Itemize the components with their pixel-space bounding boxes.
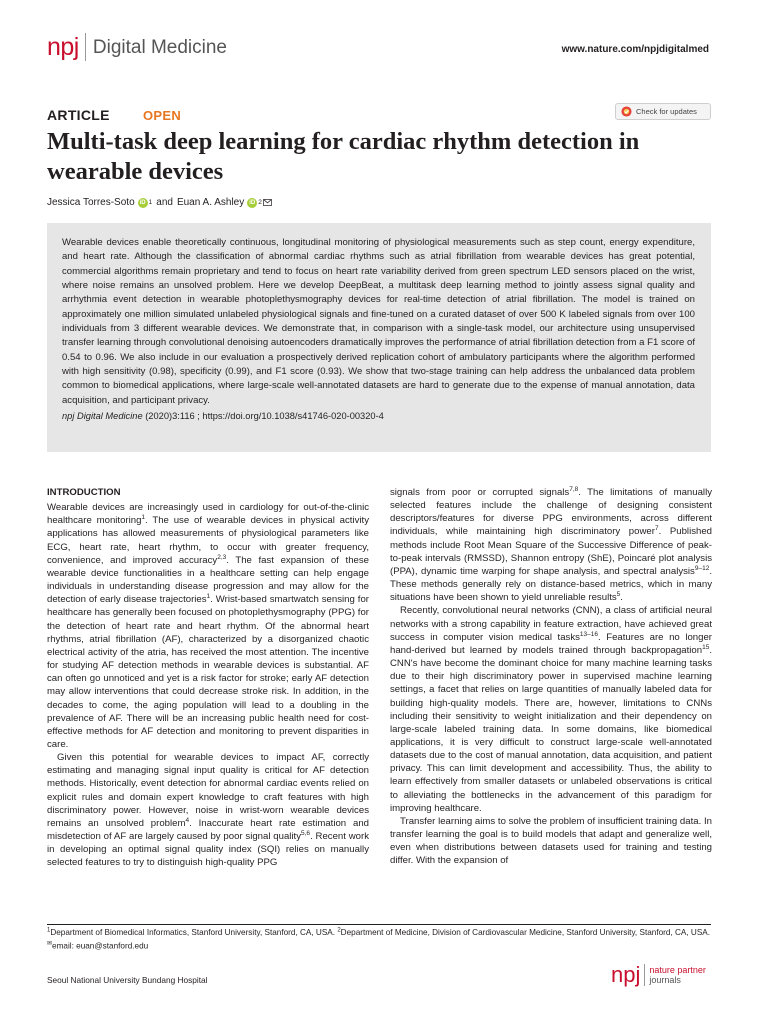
reference-link[interactable]: 7 [654, 525, 659, 533]
open-access-label: OPEN [143, 108, 182, 123]
logo-divider [644, 964, 645, 986]
reference-link[interactable]: 7,8 [569, 485, 579, 493]
npj-logo: npj [47, 32, 79, 61]
partner-journals-text: nature partner journals [649, 965, 706, 985]
reference-link[interactable]: 1 [141, 514, 146, 522]
paragraph: signals from poor or corrupted signals$^{7,8}$. The limitations of manually selected features include the challenge of designing consistent descriptors/features for diverse PPG environments, across different individuals, while maintaining high discriminatory power$^7$. Published methods include Root Mean Square of the Successive Difference of peak-to-peak intervals (RMSSD), Shannon entropy (ShE), Poincaré plot analysis (PPA), dynamic time warping for shape analysis, and spectral analysis$^{9-12}$. These methods generally rely on distance-based metrics, which in many situations have been shown to yield unreliable results$^5$. [390, 485, 713, 604]
reference-link[interactable]: 13–16 [579, 630, 598, 638]
orcid-icon[interactable]: iD [249, 199, 256, 206]
article-title: Multi-task deep learning for cardiac rhythm detection in wearable devices [47, 128, 640, 185]
reference-link[interactable]: 4 [185, 816, 190, 824]
journal-logo[interactable] [47, 33, 227, 61]
publisher-name: Seoul National University Bundang Hospital [47, 975, 208, 985]
orcid-icon[interactable]: iD [139, 199, 146, 206]
paragraph: Transfer learning aims to solve the problem of insufficient training data. In transfer learning the goal is to build models that adapt and generalize well, even when distributions between datasets used for training and testing differ. With the expansion of [390, 815, 712, 867]
journal-name: Digital Medicine [92, 36, 227, 58]
article-type-label: ARTICLE [47, 107, 110, 123]
abstract-box [47, 223, 711, 452]
crossmark-icon [621, 106, 632, 117]
author-connector: and [156, 197, 173, 208]
citation-journal: npj Digital Medicine [62, 411, 143, 422]
check-for-updates-label: Check for updates [636, 107, 697, 116]
email-envelope-icon[interactable] [263, 199, 272, 206]
reference-link[interactable]: 1 [206, 593, 211, 601]
npj-logo: npj [611, 962, 641, 987]
author-name[interactable]: Jessica Torres-Soto [47, 197, 135, 208]
reference-link[interactable]: 5 [616, 591, 621, 599]
footnote-divider [47, 924, 711, 925]
author-name[interactable]: Euan A. Ashley [176, 197, 245, 208]
corresponding-email[interactable]: email: euan@stanford.edu [52, 941, 149, 951]
reference-link[interactable]: 15 [702, 643, 710, 651]
body-column-left [47, 486, 369, 870]
logo-divider [85, 33, 86, 61]
affiliations-footnote: $^1$Department of Biomedical Informatics, Stanford University, Stanford, CA, USA. $^2$Department of Medicine, Division of Cardiovascular Medicine, Stanford University, Stanford, CA, USA. ✉email: euan@stanford.edu [47, 927, 711, 951]
citation-line [62, 410, 695, 423]
reference-link[interactable]: 9–12 [694, 564, 710, 572]
reference-link[interactable]: 5,6 [301, 829, 311, 837]
check-for-updates-button[interactable] [615, 103, 711, 120]
section-heading: INTRODUCTION [47, 487, 121, 498]
paragraph: Wearable devices are increasingly used in cardiology for out-of-the-clinic healthcare monitoring$^1$. The use of wearable devices in physical activity applications has allowed measurements of physiological parameters like ECG, heart rate, heart rhythm, to occur with greater frequency, convenience, and improved accuracy$^{2,3}$. The fast expansion of these wearable device functionalities in a healthcare setting can help engage individuals in understanding disease progression and may allow for the detection of early disease trajectories$^1$. Wrist-based smartwatch sensing for healthcare has generally been focused on photoplethysmography (PPG) for the detection of heart rate and heart rhythm. Of the abnormal heart rhythms, atrial fibrillation (AF), characterized by a disorganized chaotic electrical activity of the atria, has received the most attention. The incentive for studying AF detection methods in wearable devices is substantial. AF can often go unnoticed and yet is a risk factor for stroke; early AF detection may allow interventions that could decrease stroke risk. In addition, in the decades to come, the aging population will lead to a doubling in the prevalence of AF. There will be an increasing public health need for cost-effective methods for AF detection and monitoring to prevent disparities in care. [47, 502, 369, 750]
reference-link[interactable]: 2,3 [217, 553, 227, 561]
nature-partner-journals-logo[interactable] [611, 964, 706, 986]
journal-url[interactable]: www.nature.com/npjdigitalmed [561, 44, 709, 55]
abstract-text: Wearable devices enable theoretically continuous, longitudinal monitoring of physiological measurements such as step count, energy expenditure, and heart rate. Although the classification of abnormal cardiac rhythms such as atrial fibrillation from wearable devices has great potential, commercial algorithms remain proprietary and tend to focus on heart rate variability derived from green spectrum LED sensors placed on the wrist, where noise remains an unsolved problem. Here we develop DeepBeat, a multitask deep learning method to jointly assess signal quality and arrhythmia event detection in wearable photoplethysmography devices for real-time detection of atrial fibrillation. The model is trained on approximately one million simulated unlabeled physiological signals and fine-tuned on a curated dataset of over 500 K labeled signals from over 100 individuals from 3 different wearable devices. We demonstrate that, in comparison with a single-task model, our architecture using unsupervised transfer learning through convolutional denoising autoencoders dramatically improves the performance of atrial fibrillation detection from a F1 score of 0.54 to 0.96. We also include in our evaluation a prospectively derived replication cohort of ambulatory participants where the algorithm performed with high sensitivity (0.98), specificity (0.99), and F1 score (0.93). We show that two-stage training can help address the unbalanced data problem common to biomedical applications, where large-scale well-annotated datasets are hard to generate due to the expense of manual annotation, data acquisition, and participant privacy. [62, 237, 695, 406]
citation-doi[interactable]: (2020)3:116 ; https://doi.org/10.1038/s41746-020-00320-4 [142, 411, 384, 422]
body-column-right [390, 486, 712, 868]
paragraph: Recently, convolutional neural networks (CNN), a class of artificial neural networks with a strong capability in feature extraction, have achieved great success in computer vision medical tasks$^{13-16}$. Features are no longer hand-derived but learned by models trained through backpropagation$^{15}$. CNN's have become the dominant choice for many machine learning tasks due to their high discriminatory power in supervised machine learning settings, a facet that relies on large quantities of manually labeled data for building high-quality models. There are, however, limitations to CNNs including their sensitivity to weight initialization and their dependency on large-scale labeled training data. In some domains, like biomedical applications, it is very difficult to construct large-scale well-annotated datasets due to the cost of manual annotation, data acquisition, and patient privacy. This can limit development and accessibility. Thus, the ability to learn effectively from smaller datasets or unlabeled observations is critical to alleviating the bottlenecks in the advancement of this paradigm for improving healthcare. [390, 605, 712, 814]
email-envelope-icon: ✉ [47, 940, 53, 947]
author-list: Jessica Torres-Soto iD 1 and Euan A. Ashley iD 2 [47, 197, 272, 208]
paragraph: Given this potential for wearable devices to impact AF, correctly estimating and managing signal input quality is critical for AF detection methods. Historically, event detection for abnormal cardiac events relied on explicit rules and domain expert knowledge to craft features with high discriminatory power. However, noise in wrist-worn wearable devices remains an unsolved problem$^4$. Inaccurate heart rate estimation and misdetection of AF are largely caused by poor signal quality$^{5,6}$. Recent work in developing an optimal signal quality index (SQI) relies on manually selected features to try to distinguish high-quality PPG [47, 752, 369, 869]
